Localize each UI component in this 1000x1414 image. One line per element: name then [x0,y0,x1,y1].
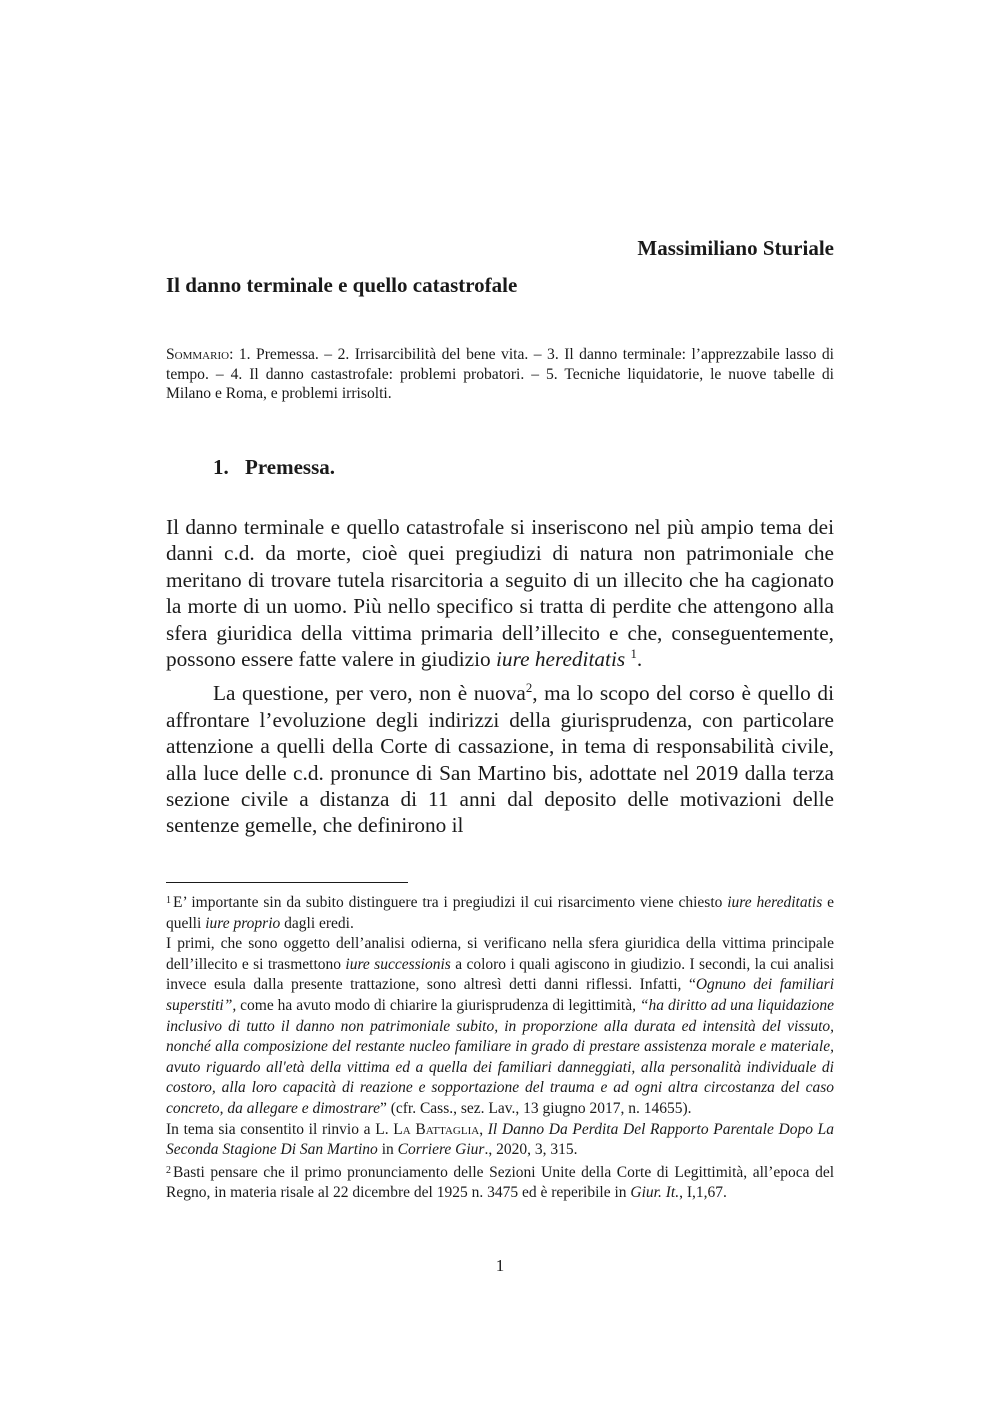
footnote-text: Basti pensare che il primo pronunciamento delle Sezioni Unite della Corte di Legittimità, all’epoca del Regno, in materia risale al 22 dicembre del 1925 n. 3475 ed è reperibile in [166,1163,834,1202]
footnote-separator [166,882,408,883]
paragraph-2-start: La questione, per vero, non è nuova [213,681,526,706]
footnote-italic: iure hereditatis [727,894,823,911]
footnote-text: , [479,1120,488,1138]
footnote-text: come ha avuto modo di chiarire la giurisprudenza di legittimità [236,996,633,1014]
footnote-text: dagli eredi. [280,914,354,932]
paragraph-1-end: . [636,647,643,672]
footnote-text: I primi, che sono oggetto dell’analisi odierna, si verificano nella sfera giuridica della vittima principale dell’illecito e si trasmettono [166,935,834,973]
footnote-italic: iure successionis [345,955,451,973]
footnote-citation: ” (cfr. Cass., sez. Lav., 13 giugno 2017, n. 14655). [379,1099,692,1117]
footnote-1 [166,891,834,934]
body-text [166,514,834,839]
paragraph-2 [166,680,834,838]
footnote-journal: Corriere Giur [397,1141,485,1159]
section-title: Premessa. [245,455,335,479]
footnote-quote: Ognuno dei familiari superstiti”, [166,976,834,1014]
section-number: 1. [213,455,229,479]
summary-label: Sommario [166,346,230,363]
paragraph-1-text: Il danno terminale e quello catastrofale si inseriscono nel più ampio tema dei danni c.d. da morte, cioè quei pregiudizi di natura non patrimoniale che meritano di trovare tutela risarcitoria a seguito di un illecito che ha cagionato la morte di un uomo. Più nello specifico si tratta di perdite che attengono alla sfera giuridica della vittima primaria dell’illecito e che, conseguentemente, possono essere fatte valere in giudizio [166,515,834,672]
section-heading [213,455,335,480]
footnotes [166,891,834,1204]
footnote-quote: , “ha diritto ad una liquidazione inclusivo di tutto il danno non patrimoniale subito, in proporzione alla durata ed intensità del vissuto, nonché alla composizione del restante nucleo familiare in grado di prestare assistenza morale e materiale, avuto riguardo all'età della vittima ed a quella dei familiari danneggiati, alla personalità individuale di costoro, alla loro capacità di reazione e sopportazione del trauma e ad ogni altra circostanza del caso concreto, da allegare e dimostrare [166,996,834,1117]
footnote-1-marker: 1 [166,895,171,906]
paper-title: Il danno terminale e quello catastrofale [166,273,518,297]
footnote-text: , I,1,67. [679,1184,727,1202]
footnote-text: e quelli [166,894,834,932]
footnote-text: In tema sia consentito il rinvio a L. [166,1120,394,1138]
footnote-text: E’ importante sin da subito distinguere tra i pregiudizi il cui risarcimento viene chiesto [173,894,728,911]
footnote-journal: Giur. It. [630,1184,680,1202]
footnote-ref-2[interactable]: 2 [525,681,533,696]
author-name: Massimiliano Sturiale [637,236,834,260]
paragraph-1-italic: iure hereditatis [496,647,626,672]
footnote-1-paragraph-2 [166,934,834,1119]
footnote-ref-1[interactable]: 1 [630,646,637,661]
footnote-text: in [377,1141,398,1159]
footnote-2-marker: 2 [166,1164,171,1176]
page-number: 1 [495,1256,505,1275]
summary [166,345,834,404]
paragraph-2-rest: , ma lo scopo del corso è quello di affrontare l’evoluzione degli indirizzi della giurisprudenza, con particolare attenzione a quelli della Corte di cassazione, in tema di responsabilità civile, alla luce delle c.d. pronunce di San Martino bis, adottate nel 2019 dalla terza sezione civile a distanza di 11 anni dal deposito delle motivazioni delle sentenze gemelle, che definirono il [166,681,834,838]
footnote-author-name: La Battaglia [393,1120,480,1138]
footnote-text: ., 2020, 3, 315. [484,1141,578,1159]
footnote-text: a coloro i quali agiscono in giudizio. I secondi, la cui analisi invece esula dalla presente trattazione, sono altresì detti danni riflessi. Infatti, “ [166,955,835,994]
paragraph-1 [166,514,834,672]
footnote-1-paragraph-3 [166,1120,834,1161]
footnote-italic: iure proprio [205,914,281,932]
summary-text: : 1. Premessa. – 2. Irrisarcibilità del bene vita. – 3. Il danno terminale: l’apprezzabile lasso di tempo. – 4. Il danno castastrofale: problemi probatori. – 5. Tecniche liquidatorie, le nuove tabelle di Milano e Roma, e problemi irrisolti. [166,346,834,402]
footnote-2 [166,1161,834,1204]
footnote-work-title: Il Danno Da Perdita Del Rapporto Parentale Dopo La Seconda Stagione Di San Martino [166,1120,835,1159]
